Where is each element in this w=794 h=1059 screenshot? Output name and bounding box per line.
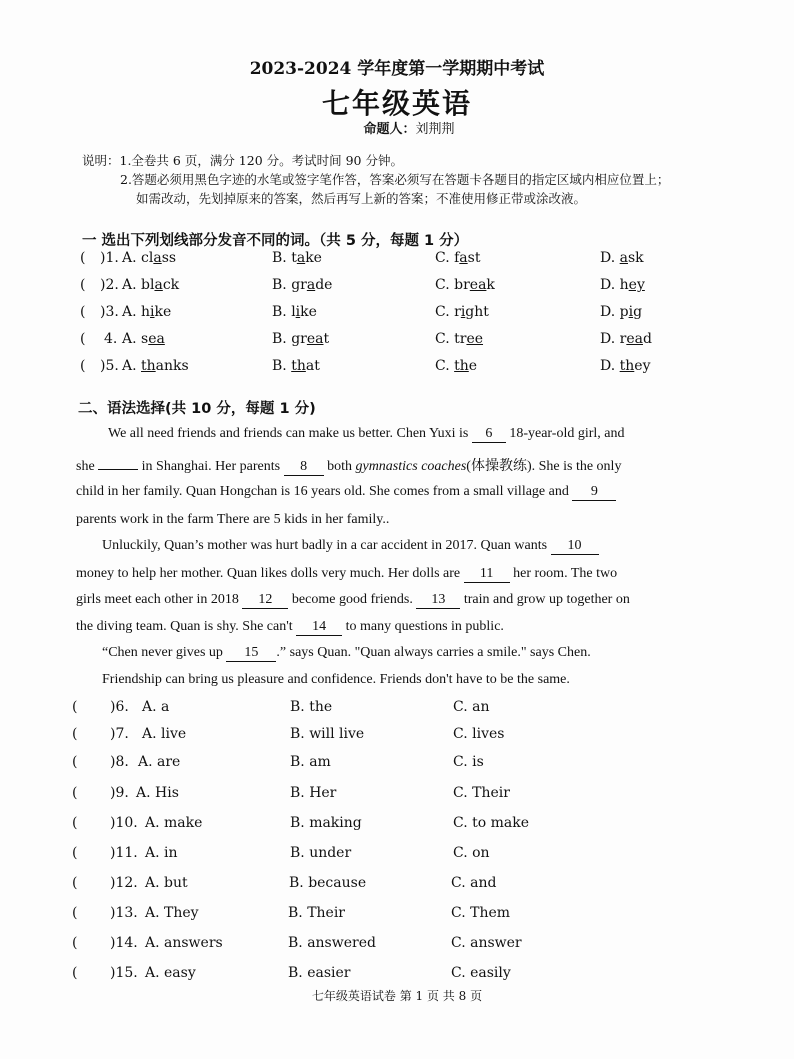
question-row: ( bbox=[72, 815, 78, 831]
question-number: )14. bbox=[110, 935, 138, 951]
question-row: ( bbox=[72, 935, 78, 951]
blank-11[interactable]: 11 bbox=[464, 566, 510, 583]
question-row: ( bbox=[80, 304, 86, 320]
question-number: )13. bbox=[110, 905, 138, 921]
option-c[interactable]: C. answer bbox=[451, 935, 522, 951]
option-a[interactable]: A. His bbox=[136, 785, 179, 801]
option-b[interactable]: B. great bbox=[272, 331, 330, 347]
option-a[interactable]: A. black bbox=[122, 277, 180, 293]
passage-line: Unluckily, Quan’s mother was hurt badly in a car accident in 2017. Quan wants 10 bbox=[102, 538, 599, 555]
option-b[interactable]: B. grade bbox=[272, 277, 333, 293]
option-c[interactable]: C. Them bbox=[451, 905, 511, 921]
question-row: ( bbox=[72, 965, 78, 981]
question-number: )1. bbox=[100, 250, 119, 266]
option-c[interactable]: C. fast bbox=[435, 250, 481, 266]
option-c[interactable]: C. lives bbox=[453, 726, 505, 742]
option-a[interactable]: A. thanks bbox=[122, 358, 189, 374]
question-number: )9. bbox=[110, 785, 129, 801]
question-row: ( bbox=[80, 331, 86, 347]
exam-title: 2023-2024 学年度第一学期期中考试 bbox=[249, 59, 545, 79]
question-row: ( bbox=[72, 754, 78, 770]
question-number: )10. bbox=[110, 815, 138, 831]
option-c[interactable]: C. Their bbox=[453, 785, 510, 801]
blank-12[interactable]: 12 bbox=[242, 592, 288, 609]
option-c[interactable]: C. is bbox=[453, 754, 484, 770]
question-row: ( bbox=[80, 277, 86, 293]
option-c[interactable]: C. tree bbox=[435, 331, 484, 347]
blank-13[interactable]: 13 bbox=[416, 592, 460, 609]
passage-line: “Chen never gives up 15 .” says Quan. "Quan always carries a smile." says Chen. bbox=[102, 645, 591, 660]
option-a[interactable]: A. make bbox=[145, 815, 203, 831]
option-a[interactable]: A. They bbox=[145, 905, 199, 921]
option-b[interactable]: B. Their bbox=[288, 905, 345, 921]
passage-line: parents work in the farm There are 5 kids in her family.. bbox=[76, 512, 390, 527]
exam-subject: 七年级英语 bbox=[321, 87, 472, 120]
blank-8[interactable]: 8 bbox=[284, 459, 324, 476]
option-b[interactable]: B. making bbox=[290, 815, 362, 831]
option-d[interactable]: D. read bbox=[600, 331, 652, 347]
passage-line: child in her family. Quan Hongchan is 16 years old. She comes from a small village and 9 bbox=[76, 484, 616, 501]
question-row: ( bbox=[72, 726, 78, 742]
option-b[interactable]: B. under bbox=[290, 845, 352, 861]
option-b[interactable]: B. because bbox=[289, 875, 367, 891]
blank-6[interactable]: 6 bbox=[472, 426, 506, 443]
option-c[interactable]: C. to make bbox=[453, 815, 530, 831]
option-b[interactable]: B. take bbox=[272, 250, 322, 266]
option-b[interactable]: B. will live bbox=[290, 726, 365, 742]
option-c[interactable]: C. on bbox=[453, 845, 490, 861]
option-a[interactable]: A. hike bbox=[122, 304, 172, 320]
question-number: 4. bbox=[104, 331, 118, 347]
option-c[interactable]: C. and bbox=[451, 875, 497, 891]
page-footer: 七年级英语试卷 第 1 页 共 8 页 bbox=[311, 989, 483, 1003]
option-b[interactable]: B. am bbox=[290, 754, 331, 770]
passage-line: We all need friends and friends can make us better. Chen Yuxi is 6 18-year-old girl, and bbox=[108, 426, 625, 441]
option-a[interactable]: A. sea bbox=[122, 331, 165, 347]
question-row: ( bbox=[72, 875, 78, 891]
passage-line: the diving team. Quan is shy. She can't 14 to many questions in public. bbox=[76, 619, 504, 634]
question-row: ( bbox=[80, 358, 86, 374]
option-a[interactable]: A. but bbox=[145, 875, 188, 891]
question-number: )12. bbox=[110, 875, 138, 891]
exam-author bbox=[12, 118, 794, 137]
option-d[interactable]: D. ask bbox=[600, 250, 644, 266]
option-d[interactable]: D. hey bbox=[600, 277, 645, 293]
option-a[interactable]: A. a bbox=[142, 699, 170, 715]
option-c[interactable]: C. an bbox=[453, 699, 490, 715]
blank-10[interactable]: 10 bbox=[551, 538, 599, 555]
author-name: 刘荆荆 bbox=[415, 122, 455, 137]
option-d[interactable]: D. pig bbox=[600, 304, 643, 320]
instructions-line-2: 2.答题必须用黑色字迹的水笔或签字笔作答，答案必须写在答题卡各题目的指定区域内相应位置上； bbox=[120, 172, 670, 187]
blank-14[interactable]: 14 bbox=[296, 619, 342, 636]
section-2-title: 二、语法选择(共 10 分，每题 1 分) bbox=[78, 401, 316, 417]
question-row: ( bbox=[80, 250, 86, 266]
option-a[interactable]: A. in bbox=[145, 845, 178, 861]
question-number: )11. bbox=[110, 845, 138, 861]
question-number: )5. bbox=[100, 358, 119, 374]
question-number: )8. bbox=[110, 754, 129, 770]
question-number: )6. bbox=[110, 699, 129, 715]
option-b[interactable]: B. that bbox=[272, 358, 320, 374]
option-d[interactable]: D. they bbox=[600, 358, 651, 374]
question-row: ( bbox=[72, 785, 78, 801]
option-c[interactable]: C. right bbox=[435, 304, 489, 320]
instructions-line-3: 如需改动，先划掉原来的答案，然后再写上新的答案；不准使用修正带或涂改液。 bbox=[136, 191, 587, 206]
passage-line: Friendship can bring us pleasure and confidence. Friends don't have to be the same. bbox=[102, 672, 570, 687]
option-b[interactable]: B. the bbox=[290, 699, 333, 715]
section-1-title: 一 选出下列划线部分发音不同的词。（共 5 分，每题 1 分） bbox=[82, 233, 469, 249]
option-b[interactable]: B. easier bbox=[288, 965, 351, 981]
option-b[interactable]: B. answered bbox=[288, 935, 376, 951]
option-b[interactable]: B. like bbox=[272, 304, 317, 320]
option-a[interactable]: A. are bbox=[138, 754, 181, 770]
question-row: ( bbox=[72, 699, 78, 715]
option-a[interactable]: A. answers bbox=[145, 935, 223, 951]
option-b[interactable]: B. Her bbox=[290, 785, 337, 801]
option-a[interactable]: A. easy bbox=[145, 965, 196, 981]
passage-line: girls meet each other in 2018 12 become good friends. 13 train and grow up together on bbox=[76, 592, 630, 607]
question-number: )7. bbox=[110, 726, 129, 742]
question-row: ( bbox=[72, 905, 78, 921]
question-number: )2. bbox=[100, 277, 119, 293]
option-c[interactable]: C. the bbox=[435, 358, 478, 374]
question-number: )3. bbox=[100, 304, 119, 320]
option-c[interactable]: C. break bbox=[435, 277, 495, 293]
blank-9[interactable]: 9 bbox=[572, 484, 616, 501]
instructions-line-1: 说明：1.全卷共 6 页，满分 120 分。考试时间 90 分钟。 bbox=[82, 153, 403, 168]
passage-line: she in Shanghai. Her parents 8 both gymnastics coaches(体操教练). She is the only bbox=[76, 459, 622, 474]
author-label: 命题人： bbox=[363, 122, 416, 137]
option-c[interactable]: C. easily bbox=[451, 965, 511, 981]
question-number: )15. bbox=[110, 965, 138, 981]
option-a[interactable]: A. live bbox=[142, 726, 187, 742]
option-a[interactable]: A. class bbox=[122, 250, 177, 266]
question-row: ( bbox=[72, 845, 78, 861]
blank-7[interactable] bbox=[98, 469, 138, 470]
passage-line: money to help her mother. Quan likes dolls very much. Her dolls are 11 her room. The two bbox=[76, 566, 618, 581]
blank-15[interactable]: 15 bbox=[226, 645, 276, 662]
